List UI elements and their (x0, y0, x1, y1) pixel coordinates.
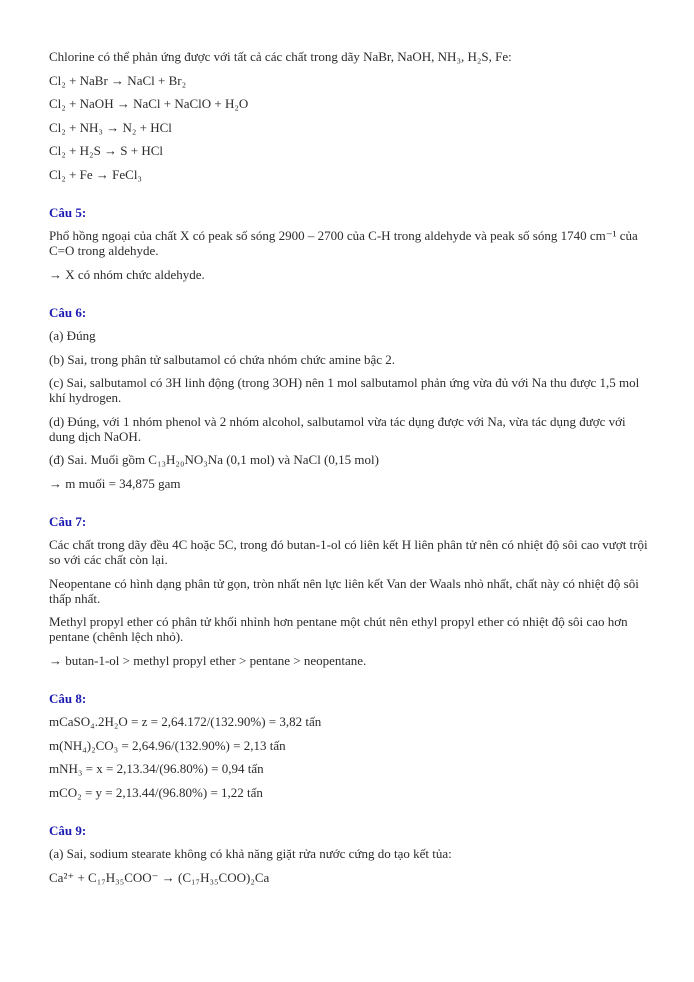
section-cau-9 (49, 823, 649, 885)
paragraph: mCO₂ = y = 2,13.44/(96.80%) = 1,22 tấn (49, 784, 263, 800)
section-heading: Câu 9: (49, 822, 87, 838)
section-heading: Câu 8: (49, 690, 87, 706)
document-content (49, 49, 649, 885)
reaction-line: Cl₂ + NaBr → NaCl + Br₂ (49, 72, 187, 88)
reaction-line: Cl₂ + H₂S → S + HCl (49, 143, 164, 158)
reaction-line: Cl₂ + NH₃ → N₂ + HCl (49, 119, 172, 135)
paragraph: mNH₃ = x = 2,13.34/(96.80%) = 0,94 tấn (49, 761, 264, 776)
paragraph: m(NH₄)₂CO₃ = 2,64.96/(132.90%) = 2,13 tấn (49, 737, 286, 753)
paragraph: Ca²⁺ + C₁₇H₃₅COO⁻ → (C₁₇H₃₅COO)₂Ca (49, 869, 270, 885)
paragraph: → butan-1-ol > methyl propyl ether > pentane > neopentane. (49, 652, 367, 668)
paragraph: (c) Sai, salbutamol có 3H linh động (trong 3OH) nên 1 mol salbutamol phản ứng vừa đủ với Na thu được 1,5 mol khí hydrogen. (49, 375, 640, 405)
reaction-line: Cl₂ + Fe → FeCl₃ (49, 166, 142, 182)
reaction-line: Cl₂ + NaOH → NaCl + NaClO + H₂O (49, 96, 249, 111)
paragraph: Phổ hồng ngoại của chất X có peak số sóng 2900 – 2700 của C-H trong aldehyde và peak số sóng 1740 cm⁻¹ của C=O trong aldehyde. (49, 228, 638, 258)
paragraph: (b) Sai, trong phân tử salbutamol có chứa nhóm chức amine bậc 2. (49, 351, 396, 367)
intro-text: Chlorine có thể phản ứng được với tất cả các chất trong dãy NaBr, NaOH, NH₃, H₂S, Fe: (49, 49, 512, 64)
paragraph: Neopentane có hình dạng phân tử gọn, tròn nhất nên lực liên kết Van der Waals nhỏ nhất, chất này có nhiệt độ sôi thấp nhất. (49, 575, 639, 606)
paragraph: (d) Đúng, với 1 nhóm phenol và 2 nhóm alcohol, salbutamol vừa tác dụng được với Na, vừa tác dụng được với dung dịch NaOH. (49, 413, 626, 444)
paragraph: (a) Đúng (49, 328, 96, 343)
section-cau-5 (49, 205, 649, 282)
section-cau-8 (49, 691, 649, 800)
section-heading: Câu 6: (49, 304, 87, 320)
paragraph: mCaSO₄.2H₂O = z = 2,64.172/(132.90%) = 3,82 tấn (49, 714, 322, 729)
section-cau-7 (49, 514, 649, 668)
section-cau-6 (49, 305, 649, 491)
intro-block (49, 49, 649, 182)
paragraph: Các chất trong dãy đều 4C hoặc 5C, trong đó butan-1-ol có liên kết H liên phân tử nên có nhiệt độ sôi cao vượt trội so với các chất còn lại. (49, 537, 648, 567)
paragraph: → X có nhóm chức aldehyde. (49, 266, 205, 282)
paragraph: (a) Sai, sodium stearate không có khả năng giặt rửa nước cứng do tạo kết tủa: (49, 846, 452, 861)
paragraph: → m muối = 34,875 gam (49, 475, 181, 491)
section-heading: Câu 5: (49, 204, 87, 220)
paragraph: (đ) Sai. Muối gồm C₁₃H₂₀NO₃Na (0,1 mol) và NaCl (0,15 mol) (49, 452, 379, 467)
paragraph: Methyl propyl ether có phân tử khối nhỉnh hơn pentane một chút nên ethyl propyl ether có nhiệt độ sôi cao hơn pentane (chênh lệch nhỏ). (49, 614, 628, 644)
section-heading: Câu 7: (49, 513, 87, 529)
